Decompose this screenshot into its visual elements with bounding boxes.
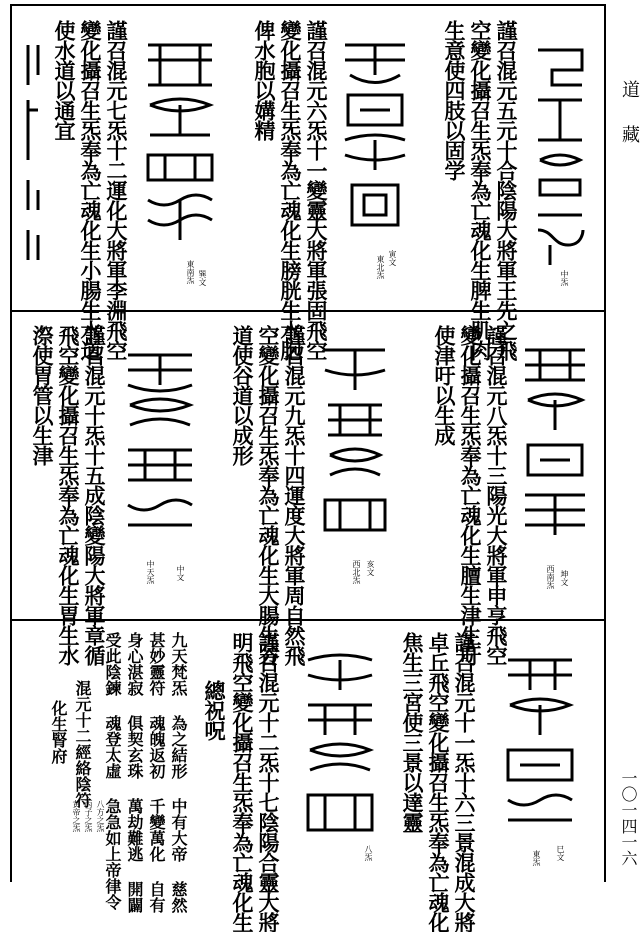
panel-sub-label: 東北炁 bbox=[376, 255, 385, 279]
text-column: 俾水胞以媾精 bbox=[252, 20, 277, 140]
incantation-line: 混元十二經絡陰符 bbox=[73, 680, 92, 808]
panel-label: 巳文 bbox=[556, 845, 565, 861]
note: 丙子之炁 bbox=[84, 800, 93, 832]
panel-sub-label: 西北炁 bbox=[352, 560, 361, 584]
talisman-seal-8 bbox=[300, 650, 380, 840]
text-column: 空變化攝召生炁奉為亡魂化生大腸生谷 bbox=[256, 325, 281, 665]
text-column: 飛空變化攝召生炁奉為亡魂化生胃生水 bbox=[56, 325, 81, 665]
text-column: 道使谷道以成形 bbox=[230, 325, 255, 465]
book-title-2: 藏 bbox=[619, 125, 640, 143]
text-column: 變化攝召生炁奉為亡魂化生膀胱生水胞 bbox=[278, 20, 303, 360]
panel-sub-label: 東炁 bbox=[532, 850, 541, 866]
panel-sub-label: 東南炁 bbox=[186, 260, 195, 284]
panel-label: 中炁 bbox=[560, 270, 569, 286]
talisman-seal-7 bbox=[500, 650, 580, 840]
panel-label: 亥文 bbox=[366, 560, 375, 576]
talisman-seal-2 bbox=[340, 35, 410, 235]
panel-label: 中文 bbox=[176, 565, 185, 581]
text-column: 空變化攝召生炁奉為亡魂化生脾生肌肉 bbox=[468, 20, 493, 360]
talisman-seal-6 bbox=[120, 345, 200, 545]
incantation-line: 九天梵炁 為之結形 中有大帝 慈然 bbox=[169, 632, 188, 913]
text-column: 漈使胃管以生津 bbox=[30, 325, 55, 465]
note: 黃帝之炁 bbox=[72, 800, 81, 832]
panel-label: 巽文 bbox=[198, 270, 207, 286]
text-column: 變化攝召生炁奉為亡魂化生膻生津生吁 bbox=[458, 325, 483, 665]
text-column: 使水道以通宜 bbox=[52, 20, 77, 140]
book-title-1: 道 bbox=[619, 80, 640, 98]
talisman-seal-4 bbox=[520, 340, 590, 540]
page-number: 一〇一四一六 bbox=[619, 770, 638, 866]
panel-sub-label: 中天炁 bbox=[146, 560, 155, 584]
text-column: 謹召混元七炁十二運化大將軍李淵飛空 bbox=[104, 20, 129, 360]
incantation-title: 總祝呪 bbox=[202, 680, 227, 740]
talisman-seal-5 bbox=[320, 340, 390, 540]
incantation-line: 身心湛寂 俱契玄珠 萬劫難逃 開闢 bbox=[125, 632, 144, 913]
incantation-line: 甚妙靈符 魂魄返初 千變萬化 自有 bbox=[147, 632, 166, 913]
note: 八方之炁 bbox=[96, 800, 105, 832]
text-column: 謹召混元十炁十五成陰變陽大將軍章循 bbox=[82, 325, 107, 665]
text-column: 謹召混元十一炁十六三景混成大將 bbox=[452, 632, 477, 932]
text-column: 明飛空變化攝召生炁奉為亡魂化生 bbox=[230, 632, 255, 932]
talisman-seal-3 bbox=[140, 35, 220, 245]
text-column: 謹召混元十二炁十七陰陽合靈大將 bbox=[256, 632, 281, 932]
text-column: 生意使四肢以固学 bbox=[442, 20, 467, 180]
text-column: 卓丘飛空變化攝召生炁奉為亡魂化 bbox=[426, 632, 451, 932]
talisman-strokes bbox=[18, 40, 48, 270]
panel-sub-label: 西南炁 bbox=[546, 565, 555, 589]
text-column: 謹召混元八炁十三陽光大將軍申亨飛空 bbox=[484, 325, 509, 665]
incantation-line: 化生腎府 bbox=[49, 700, 68, 764]
panel-label: 八炁 bbox=[364, 845, 373, 861]
text-column: 變化攝召生炁奉為亡魂化生小腸生水道 bbox=[78, 20, 103, 360]
panel-label: 寅文 bbox=[388, 250, 397, 266]
panel-label: 坤文 bbox=[560, 570, 569, 586]
text-column: 謹召混元六炁十一變靈大將軍張固飛空 bbox=[304, 20, 329, 360]
talisman-seal-1 bbox=[530, 40, 590, 270]
text-column: 焦生三宮使三景以達靈 bbox=[400, 632, 425, 832]
text-column: 謹召混元五元十合陰陽大將軍王先之飛 bbox=[494, 20, 519, 360]
text-column: 使津吁以生成 bbox=[432, 325, 457, 445]
incantation-line: 受此陰鍊 魂登太虛 急急如上帝律令 bbox=[103, 632, 122, 910]
text-column: 謹召混元九炁十四運度大將軍周自然飛 bbox=[282, 325, 307, 665]
